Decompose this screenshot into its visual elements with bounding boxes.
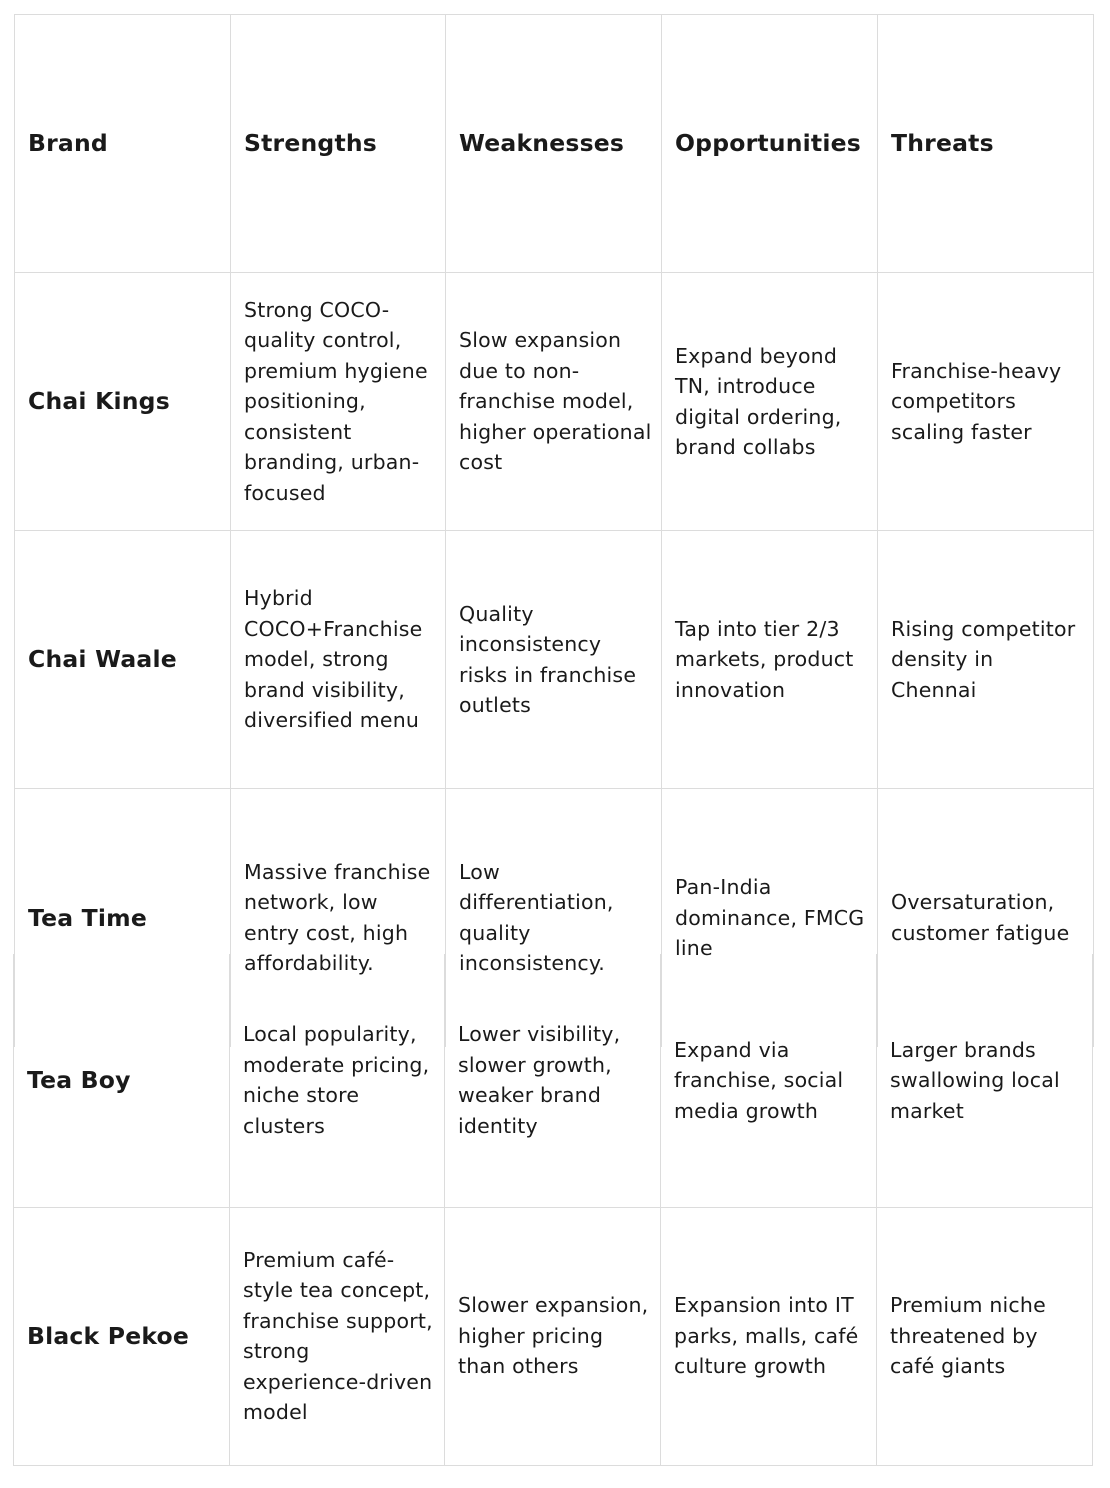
brand-cell: Chai Waale (15, 531, 231, 789)
table-row-black-pekoe (14, 1207, 1093, 1465)
brand-cell: Chai Kings (15, 273, 231, 531)
strengths-cell: Local popularity, moderate pricing, niche store clusters (230, 954, 445, 1207)
header-weaknesses: Weaknesses (446, 15, 662, 273)
brand-cell: Black Pekoe (14, 1207, 230, 1465)
swot-table-continued (13, 954, 1093, 1466)
strengths-cell: Premium café-style tea concept, franchise support, strong experience-driven model (230, 1207, 445, 1465)
header-opportunities: Opportunities (662, 15, 878, 273)
threats-cell: Larger brands swallowing local market (877, 954, 1093, 1207)
weaknesses-cell: Lower visibility, slower growth, weaker brand identity (445, 954, 661, 1207)
strengths-cell: Strong COCO-quality control, premium hygiene positioning, consistent branding, urban-focused (231, 273, 446, 531)
brand-cell: Tea Boy (14, 954, 230, 1207)
header-strengths: Strengths (231, 15, 446, 273)
opportunities-cell: Expand via franchise, social media growth (661, 954, 877, 1207)
opportunities-cell: Expand beyond TN, introduce digital ordering, brand collabs (662, 273, 878, 531)
weaknesses-cell: Low differentiation, quality inconsistency. (446, 789, 662, 1047)
opportunities-cell: Expansion into IT parks, malls, café culture growth (661, 1207, 877, 1465)
header-brand: Brand (15, 15, 231, 273)
strengths-cell: Hybrid COCO+Franchise model, strong brand visibility, diversified menu (231, 531, 446, 789)
weaknesses-cell: Slower expansion, higher pricing than others (445, 1207, 661, 1465)
table-row-chai-kings (15, 273, 1094, 531)
threats-cell: Franchise-heavy competitors scaling faster (878, 273, 1094, 531)
table-header-row (15, 15, 1094, 273)
header-threats: Threats (878, 15, 1094, 273)
table-row-chai-waale (15, 531, 1094, 789)
threats-cell: Premium niche threatened by café giants (877, 1207, 1093, 1465)
weaknesses-cell: Quality inconsistency risks in franchise outlets (446, 531, 662, 789)
table-bottom-segment (0, 954, 1110, 1488)
opportunities-cell: Tap into tier 2/3 markets, product innovation (662, 531, 878, 789)
swot-table (14, 14, 1094, 1047)
strengths-cell: Massive franchise network, low entry cost, high affordability. (231, 789, 446, 1047)
weaknesses-cell: Slow expansion due to non-franchise model, higher operational cost (446, 273, 662, 531)
threats-cell: Rising competitor density in Chennai (878, 531, 1094, 789)
threats-cell: Oversaturation, customer fatigue (878, 789, 1094, 1047)
opportunities-cell: Pan-India dominance, FMCG line (662, 789, 878, 1047)
table-row-tea-boy (14, 954, 1093, 1207)
brand-cell: Tea Time (15, 789, 231, 1047)
